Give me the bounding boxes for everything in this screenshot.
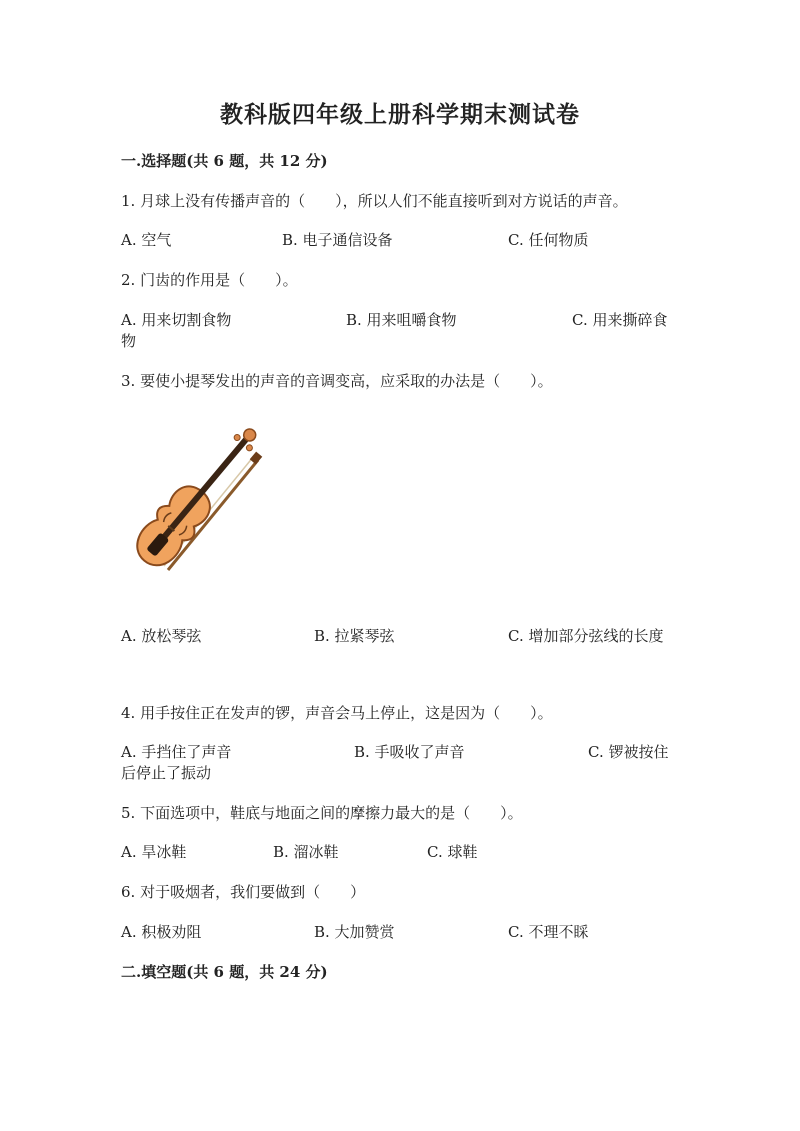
question-6-stem: 6. 对于吸烟者，我们要做到（ ） (121, 883, 366, 901)
question-1-option-b: B. 电子通信设备 (282, 231, 393, 249)
question-2-option-c: C. 用来撕碎食 (572, 311, 668, 329)
question-3-option-a: A. 放松琴弦 (121, 627, 202, 645)
question-1-option-a: A. 空气 (121, 231, 172, 249)
section-heading-fill-in: 二.填空题(共 6 题，共 24 分) (121, 963, 328, 981)
question-3-option-c: C. 增加部分弦线的长度 (508, 627, 664, 645)
question-6-option-b: B. 大加赞赏 (314, 923, 395, 941)
question-5-option-b: B. 溜冰鞋 (273, 843, 339, 861)
question-2-option-a: A. 用来切割食物 (121, 311, 232, 329)
question-2-option-c-continued: 物 (121, 332, 137, 350)
question-1-stem: 1. 月球上没有传播声音的（ ），所以人们不能直接听到对方说话的声音。 (121, 192, 628, 210)
question-3-option-b: B. 拉紧琴弦 (314, 627, 395, 645)
question-2-stem: 2. 门齿的作用是（ ）。 (121, 271, 298, 289)
section-heading-choice: 一.选择题(共 6 题，共 12 分) (121, 152, 328, 170)
question-6-option-c: C. 不理不睬 (508, 923, 589, 941)
violin-picture (120, 420, 280, 580)
exam-title: 教科版四年级上册科学期末测试卷 (220, 101, 580, 128)
question-5-option-c: C. 球鞋 (427, 843, 478, 861)
question-3-stem: 3. 要使小提琴发出的声音的音调变高，应采取的办法是（ ）。 (121, 372, 553, 390)
question-6-option-a: A. 积极劝阻 (121, 923, 202, 941)
question-5-option-a: A. 旱冰鞋 (121, 843, 187, 861)
violin-body (127, 420, 270, 575)
question-1-option-c: C. 任何物质 (508, 231, 589, 249)
question-4-option-a: A. 手挡住了声音 (121, 743, 232, 761)
question-2-option-b: B. 用来咀嚼食物 (346, 311, 457, 329)
question-4-option-c: C. 锣被按住 (588, 743, 669, 761)
question-4-stem: 4. 用手按住正在发声的锣，声音会马上停止，这是因为（ ）。 (121, 704, 553, 722)
question-4-option-c-continued: 后停止了振动 (121, 764, 212, 782)
question-5-stem: 5. 下面选项中，鞋底与地面之间的摩擦力最大的是（ ）。 (121, 804, 523, 822)
question-4-option-b: B. 手吸收了声音 (354, 743, 465, 761)
